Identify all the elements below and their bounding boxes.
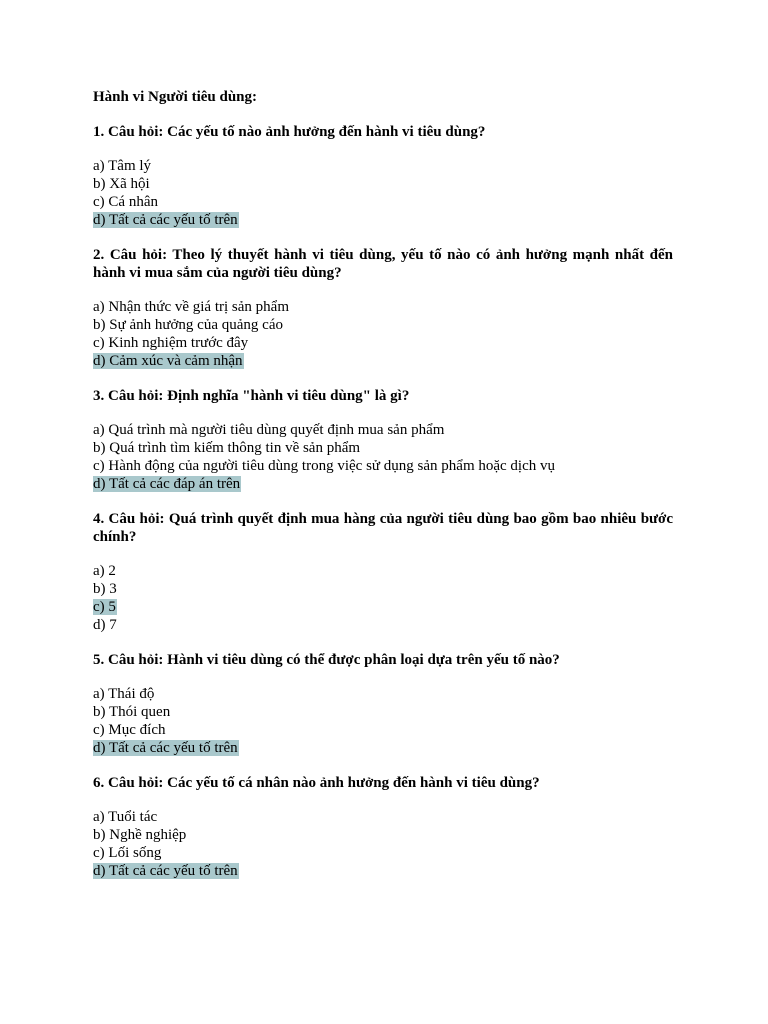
answer-options <box>93 808 673 880</box>
correct-answer-option <box>93 862 673 880</box>
answer-option <box>93 685 673 703</box>
answer-option-label: d) Tất cả các yếu tố trên <box>93 212 238 228</box>
answer-option-label: b) Sự ảnh hưởng của quảng cáo <box>93 317 283 333</box>
answer-option-label: a) Quá trình mà người tiêu dùng quyết định mua sản phẩm <box>93 422 445 438</box>
correct-answer-option <box>93 739 673 757</box>
question-block <box>93 387 673 493</box>
correct-answer-option <box>93 211 673 229</box>
correct-answer-option <box>93 598 673 616</box>
answer-option-label: d) Cảm xúc và cảm nhận <box>93 353 243 369</box>
answer-options <box>93 421 673 493</box>
answer-option <box>93 421 673 439</box>
answer-option <box>93 721 673 739</box>
question-block <box>93 774 673 880</box>
answer-option <box>93 580 673 598</box>
answer-option <box>93 826 673 844</box>
answer-option-label: c) Cá nhân <box>93 194 158 210</box>
answer-option-label: b) Xã hội <box>93 176 150 192</box>
answer-option-label: a) Tuổi tác <box>93 809 158 825</box>
answer-option-label: d) Tất cả các yếu tố trên <box>93 863 238 879</box>
answer-option-label: c) Mục đích <box>93 722 166 738</box>
answer-option-label: a) 2 <box>93 563 116 579</box>
document-title: Hành vi Người tiêu dùng: <box>93 89 258 105</box>
answer-option <box>93 298 673 316</box>
answer-option <box>93 616 673 634</box>
answer-option-label: d) Tất cả các yếu tố trên <box>93 740 238 756</box>
question-block <box>93 246 673 370</box>
question-text: 5. Câu hỏi: Hành vi tiêu dùng có thể được phân loại dựa trên yếu tố nào? <box>93 652 560 668</box>
answer-options <box>93 298 673 370</box>
question-text: 3. Câu hỏi: Định nghĩa "hành vi tiêu dùng" là gì? <box>93 388 410 404</box>
question-block <box>93 123 673 229</box>
answer-option <box>93 334 673 352</box>
answer-option-label: a) Nhận thức về giá trị sản phẩm <box>93 299 289 315</box>
answer-option <box>93 157 673 175</box>
answer-options <box>93 157 673 229</box>
answer-option <box>93 844 673 862</box>
answer-option <box>93 457 673 475</box>
answer-option-label: c) Kinh nghiệm trước đây <box>93 335 249 351</box>
correct-answer-option <box>93 475 673 493</box>
question-block <box>93 510 673 634</box>
question-list <box>93 123 673 880</box>
answer-options <box>93 562 673 634</box>
answer-option-label: b) Nghề nghiệp <box>93 827 187 843</box>
answer-option-label: c) 5 <box>93 599 116 615</box>
answer-option-label: a) Thái độ <box>93 686 155 702</box>
answer-options <box>93 685 673 757</box>
question-text: 4. Câu hỏi: Quá trình quyết định mua hàng của người tiêu dùng bao gồm bao nhiêu bước chính? <box>93 511 673 545</box>
answer-option <box>93 175 673 193</box>
answer-option <box>93 808 673 826</box>
answer-option-label: b) 3 <box>93 581 117 597</box>
question-text: 6. Câu hỏi: Các yếu tố cá nhân nào ảnh hưởng đến hành vi tiêu dùng? <box>93 775 540 791</box>
question-text: 2. Câu hỏi: Theo lý thuyết hành vi tiêu dùng, yếu tố nào có ảnh hưởng mạnh nhất đến hành vi mua sắm của người tiêu dùng? <box>93 247 673 281</box>
answer-option <box>93 439 673 457</box>
answer-option-label: d) 7 <box>93 617 117 633</box>
answer-option <box>93 316 673 334</box>
answer-option <box>93 193 673 211</box>
document-page <box>93 88 673 897</box>
answer-option <box>93 562 673 580</box>
question-block <box>93 651 673 757</box>
answer-option-label: c) Lối sống <box>93 845 162 861</box>
answer-option-label: a) Tâm lý <box>93 158 152 174</box>
answer-option-label: d) Tất cả các đáp án trên <box>93 476 241 492</box>
correct-answer-option <box>93 352 673 370</box>
answer-option-label: c) Hành động của người tiêu dùng trong việc sử dụng sản phẩm hoặc dịch vụ <box>93 458 556 474</box>
answer-option-label: b) Quá trình tìm kiếm thông tin về sản phẩm <box>93 440 361 456</box>
answer-option <box>93 703 673 721</box>
answer-option-label: b) Thói quen <box>93 704 171 720</box>
question-text: 1. Câu hỏi: Các yếu tố nào ảnh hưởng đến hành vi tiêu dùng? <box>93 124 486 140</box>
